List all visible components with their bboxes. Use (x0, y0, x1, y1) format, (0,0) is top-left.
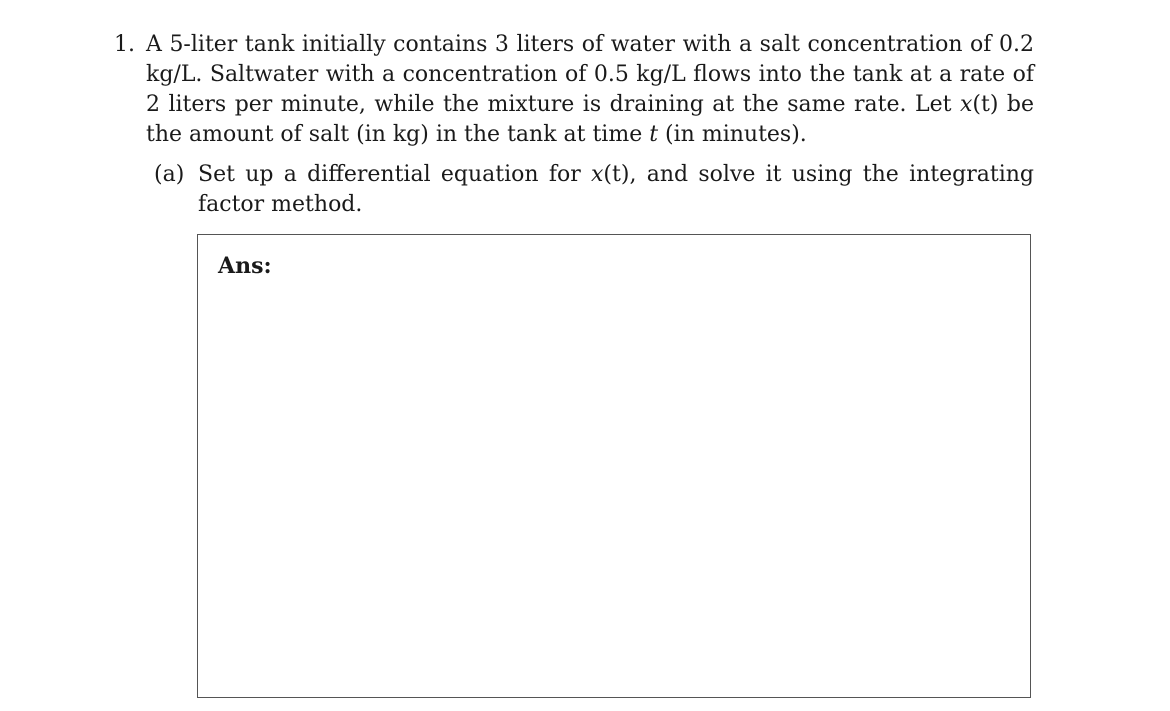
part-a-math-x: x (591, 162, 604, 187)
math-t: t (649, 122, 659, 147)
problem-number: 1. (114, 32, 135, 57)
problem-statement (146, 30, 1034, 150)
answer-box[interactable] (197, 234, 1031, 698)
problem-text-end: (in minutes). (658, 122, 807, 147)
part-a-text-end: , and solve it using the integrating factor method. (198, 162, 1034, 217)
part-a-math-x-arg: (t) (603, 162, 630, 187)
problem-text-start: A 5-liter tank initially contains 3 liters of water with a salt concentration of 0.2 kg/L. Saltwater with a concentration of 0.5 kg/L flows into the tank at a rate of 2 liters per minute, while the mixture is draining at the same rate. Let (146, 32, 1034, 117)
part-a-text (198, 160, 1034, 220)
math-x-arg: (t) (972, 92, 999, 117)
part-a-label: (a) (154, 162, 185, 187)
math-x: x (959, 92, 973, 117)
problem-text-mid: be the amount of salt (in kg) in the tank at time (146, 92, 1034, 147)
answer-label: Ans: (218, 253, 272, 279)
part-a-text-start: Set up a differential equation for (198, 162, 591, 187)
